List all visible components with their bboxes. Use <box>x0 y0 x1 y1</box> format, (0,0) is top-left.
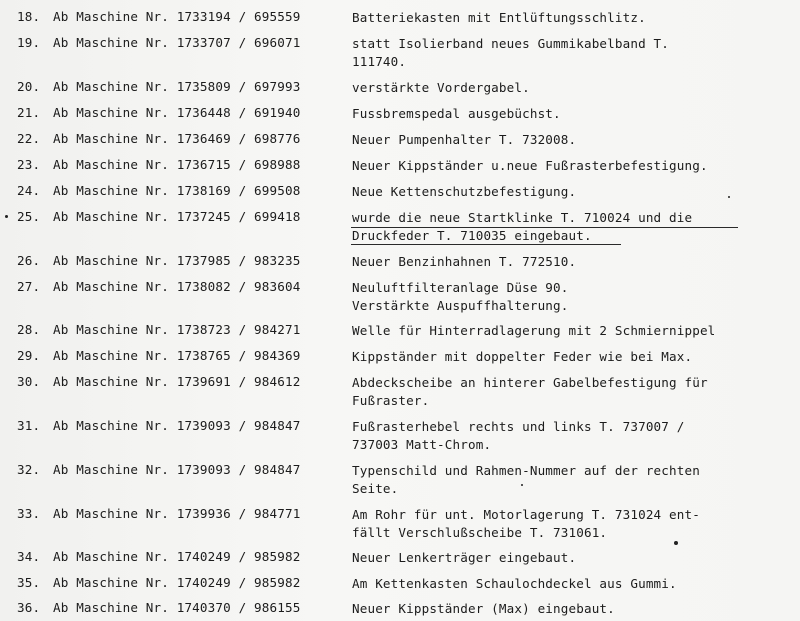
machine-reference: Ab Maschine Nr. 1739936 / 984771 <box>53 506 301 521</box>
description-line: Am Kettenkasten Schaulochdeckel aus Gummi. <box>352 576 677 591</box>
description-line: Neuer Pumpenhalter T. 732008. <box>352 132 577 147</box>
change-description <box>352 9 646 27</box>
description-line: Seite. <box>352 481 399 496</box>
machine-reference: Ab Maschine Nr. 1738082 / 983604 <box>53 279 301 294</box>
machine-reference: Ab Maschine Nr. 1736715 / 698988 <box>53 157 301 172</box>
change-description <box>352 253 576 271</box>
entry-number: 34. <box>17 549 41 564</box>
machine-reference: Ab Maschine Nr. 1739093 / 984847 <box>53 462 301 477</box>
entry-number: 21. <box>17 105 41 120</box>
entry-number: 35. <box>17 575 41 590</box>
underline-rule <box>351 244 621 245</box>
scan-speck <box>674 541 678 545</box>
machine-reference: Ab Maschine Nr. 1737245 / 699418 <box>53 209 301 224</box>
description-line: Abdeckscheibe an hinterer Gabelbefestigung für <box>352 375 708 390</box>
machine-reference: Ab Maschine Nr. 1736469 / 698776 <box>53 131 301 146</box>
description-line: verstärkte Vordergabel. <box>352 80 530 95</box>
entry-number: 18. <box>17 9 41 24</box>
description-line: Fussbremspedal ausgebüchst. <box>352 106 561 121</box>
machine-reference: Ab Maschine Nr. 1740370 / 986155 <box>53 600 301 615</box>
machine-reference: Ab Maschine Nr. 1740249 / 985982 <box>53 549 301 564</box>
change-description <box>352 157 708 175</box>
scan-speck <box>728 196 730 198</box>
entry-number: 27. <box>17 279 41 294</box>
description-line: Verstärkte Auspuffhalterung. <box>352 298 569 313</box>
entry-number: 26. <box>17 253 41 268</box>
description-line: statt Isolierband neues Gummikabelband T. <box>352 36 670 51</box>
machine-reference: Ab Maschine Nr. 1735809 / 697993 <box>53 79 301 94</box>
entry-number: 24. <box>17 183 41 198</box>
machine-reference: Ab Maschine Nr. 1733707 / 696071 <box>53 35 301 50</box>
change-description <box>352 374 708 410</box>
description-line: Neue Kettenschutzbefestigung. <box>352 184 577 199</box>
description-line: Am Rohr für unt. Motorlagerung T. 731024 ent- <box>352 507 700 522</box>
change-description <box>352 322 715 340</box>
change-description <box>352 279 569 315</box>
entry-number: 20. <box>17 79 41 94</box>
entry-number: 23. <box>17 157 41 172</box>
machine-reference: Ab Maschine Nr. 1737985 / 983235 <box>53 253 301 268</box>
change-description <box>352 79 530 97</box>
machine-reference: Ab Maschine Nr. 1739093 / 984847 <box>53 418 301 433</box>
entry-number: 29. <box>17 348 41 363</box>
change-description <box>352 549 576 567</box>
change-description <box>352 35 669 71</box>
change-description <box>352 348 692 366</box>
description-line: Neuer Lenkerträger eingebaut. <box>352 550 577 565</box>
entry-number: 30. <box>17 374 41 389</box>
machine-reference: Ab Maschine Nr. 1733194 / 695559 <box>53 9 301 24</box>
description-line: Typenschild und Rahmen-Nummer auf der rechten <box>352 463 700 478</box>
change-description <box>352 462 700 498</box>
entry-number: 28. <box>17 322 41 337</box>
machine-reference: Ab Maschine Nr. 1738765 / 984369 <box>53 348 301 363</box>
change-description <box>352 418 684 454</box>
machine-reference: Ab Maschine Nr. 1736448 / 691940 <box>53 105 301 120</box>
description-line: Neuer Benzinhahnen T. 772510. <box>352 254 577 269</box>
description-line: Neuluftfilteranlage Düse 90. <box>352 280 569 295</box>
change-description <box>352 105 561 123</box>
scan-speck <box>521 484 523 486</box>
description-line: Kippständer mit doppelter Feder wie bei Max. <box>352 349 693 364</box>
entry-number: 19. <box>17 35 41 50</box>
description-line: fällt Verschlußscheibe T. 731061. <box>352 525 608 540</box>
description-line: Batteriekasten mit Entlüftungsschlitz. <box>352 10 646 25</box>
underline-rule <box>351 227 738 228</box>
scan-speck <box>5 215 8 218</box>
machine-reference: Ab Maschine Nr. 1738723 / 984271 <box>53 322 301 337</box>
entry-number: 32. <box>17 462 41 477</box>
entry-number: 31. <box>17 418 41 433</box>
machine-reference: Ab Maschine Nr. 1740249 / 985982 <box>53 575 301 590</box>
change-description <box>352 131 576 149</box>
description-line: Druckfeder T. 710035 eingebaut. <box>352 228 592 243</box>
change-description <box>352 575 677 593</box>
entry-number: 33. <box>17 506 41 521</box>
description-line: Fußraster. <box>352 393 430 408</box>
machine-reference: Ab Maschine Nr. 1738169 / 699508 <box>53 183 301 198</box>
change-description <box>352 506 700 542</box>
change-description <box>352 600 615 618</box>
description-line: Welle für Hinterradlagerung mit 2 Schmiernippel <box>352 323 716 338</box>
entry-number: 25. <box>17 209 41 224</box>
change-description <box>352 183 576 201</box>
machine-reference: Ab Maschine Nr. 1739691 / 984612 <box>53 374 301 389</box>
description-line: 737003 Matt-Chrom. <box>352 437 492 452</box>
description-line: Neuer Kippständer (Max) eingebaut. <box>352 601 615 616</box>
entry-number: 22. <box>17 131 41 146</box>
entry-number: 36. <box>17 600 41 615</box>
description-line: wurde die neue Startklinke T. 710024 und die <box>352 210 693 225</box>
description-line: 111740. <box>352 54 407 69</box>
description-line: Neuer Kippständer u.neue Fußrasterbefestigung. <box>352 158 708 173</box>
description-line: Fußrasterhebel rechts und links T. 737007 / <box>352 419 685 434</box>
